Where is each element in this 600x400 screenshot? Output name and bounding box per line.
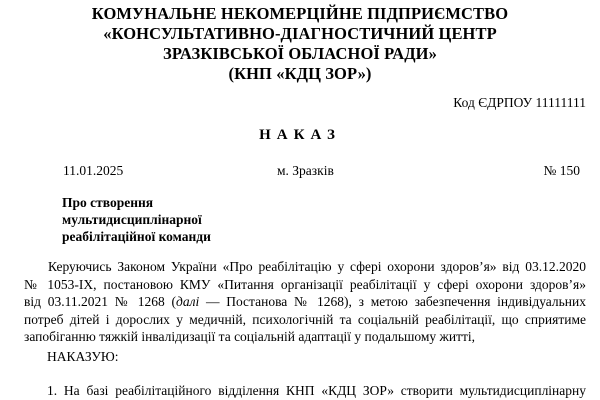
edrpou-code: Код ЄДРПОУ 11111111	[453, 95, 586, 110]
preamble-italic-text: далі	[176, 294, 200, 309]
document-title: НАКАЗ	[259, 127, 341, 143]
preamble-line: запобіганню тяжкій інвалідизації та соціальній адаптації у подальшому житті,	[24, 329, 476, 344]
subject-line: реабілітаційної команди	[62, 229, 211, 244]
preamble-text: — Постанова № 1268), з метою забезпечення індивідуальних	[199, 294, 586, 309]
organization-name-line-2: «КОНСУЛЬТАТИВНО-ДІАГНОСТИЧНИЙ ЦЕНТР	[103, 24, 497, 43]
preamble-line: Керуючись Законом України «Про реабілітацію у сфері охорони здоров’я» від 03.12.2020	[48, 259, 586, 274]
preamble-line: потреб дітей і дорослих у медичній, психологічній та соціальній реабілітації, що сприятиме	[24, 311, 586, 327]
preamble-line	[24, 293, 586, 311]
order-keyword: НАКАЗУЮ:	[47, 349, 119, 364]
document-subject	[62, 194, 211, 245]
preamble-text: від 03.11.2021 № 1268 (	[24, 294, 176, 309]
preamble-paragraph	[24, 258, 586, 346]
document-city: м. Зразків	[277, 163, 334, 178]
organization-name-line-1: КОМУНАЛЬНЕ НЕКОМЕРЦІЙНЕ ПІДПРИЄМСТВО	[91, 4, 509, 23]
organization-name-line-3: ЗРАЗКІВСЬКОЇ ОБЛАСНОЇ РАДИ»	[163, 44, 437, 63]
organization-abbreviation: (КНП «КДЦ ЗОР»)	[228, 64, 372, 83]
document-date: 11.01.2025	[63, 163, 124, 178]
order-item-1: 1. На базі реабілітаційного відділення КНП «КДЦ ЗОР» створити мультидисциплінарну	[47, 383, 586, 398]
document-number: № 150	[543, 163, 580, 178]
preamble-line: № 1053-IX, постановою КМУ «Питання організації реабілітації у сфері охорони здоров’я»	[24, 276, 586, 292]
subject-line: мультидисциплінарної	[62, 212, 202, 227]
subject-line: Про створення	[62, 195, 154, 210]
